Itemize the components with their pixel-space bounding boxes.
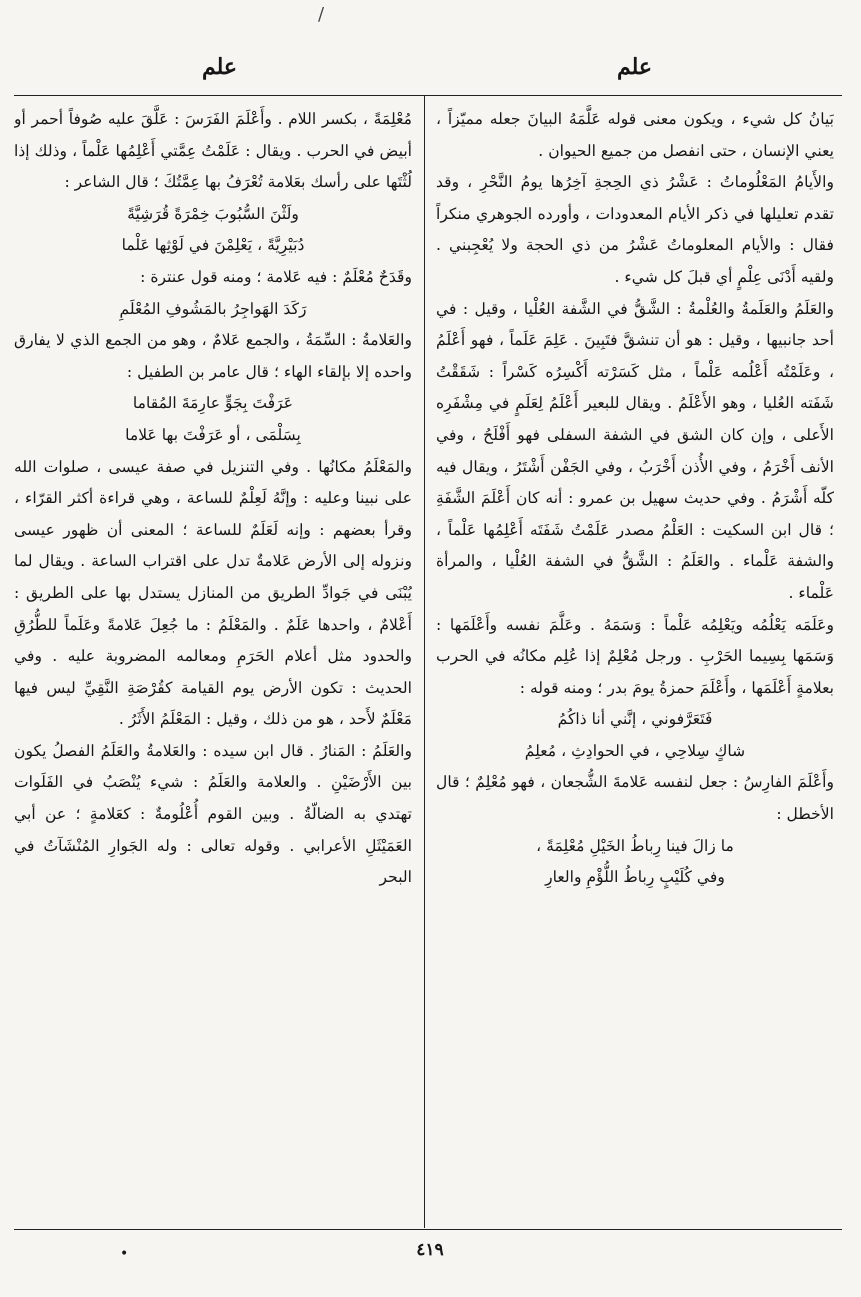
entry-paragraph: والعَلَمُ : المَنارُ . قال ابن سيده : والعَلامةُ والعَلَمُ الفصلُ يكون بين الأَرْضَيْنِ . والعلامة والعَلَمُ : شيء يُنْصَبُ في الفَلَوات تهتدي به الضالّةُ . وبين القوم أُعْلُومةٌ : كعَلامةٍ ؛ عن أبي العَمَيْثَلِ الأعرابي . وقوله تعالى : وله الجَوارِ المُنْشَآتُ في البحر — [14, 741, 412, 887]
top-rule — [14, 95, 842, 96]
entry-paragraph: والعَلامةُ : السِّمَةُ ، والجمع عَلامٌ ، وهو من الجمع الذي لا يفارق واحده إلا بإلقاء الهاء ؛ قال عامر بن الطفيل : — [14, 331, 412, 381]
verse-line: ما زالَ فينا رِباطُ الخَيْلِ مُعْلِمَةً ، — [536, 836, 734, 855]
verse-line: عَرَفْتَ بِجَوٍّ عارِمَةَ المُقاما — [132, 394, 294, 413]
verse-line: دُبَيْرِيَّةً ، يَعْلِمْنَ في لَوْثِها عَلْما — [121, 236, 305, 255]
verse-line: فَتَعَرَّفوني ، إنَّني أنا ذاكُمُ — [557, 710, 713, 729]
verse-line: وفي كُلَيْبٍ رِباطُ اللُّؤْمِ والعارِ — [545, 868, 725, 887]
bottom-rule — [14, 1229, 842, 1230]
header-word-right: علم — [617, 54, 653, 80]
verse-line: رَكَدَ الهَواجِرُ بالمَشُوفِ المُعْلَمِ — [119, 299, 307, 318]
entry-paragraph: والعَلَمُ والعَلَمةُ والعُلْمةُ : الشَّقُّ في الشَّفة العُلْيا ، وقيل : في أحد جانبيها ، وقيل : هو أن تنشقَّ فتَبِينَ . عَلِمَ عَلَماً ، فهو أَعْلَمُ ، وعَلَمْتُه أَعْلُمه عَلْماً ، مثل كَسَرْته أَكْسِرُه كَسْراً : شَقَقْتُ شَفَته العُليا ، وهو الأَعْلَمُ . ويقال للبعير أَعْلَمُ لِعَلَمٍ في مِشْفَرِه الأَعلى ، وإن كان الشق في الشفة السفلى فهو أَفْلَحُ ، وفي الأنف أَخْرَمُ ، وفي الأُذن أَخْرَبُ ، وفي الجَفْن أَشْتَرُ ، ويقال فيه كلّه أَشْرَمُ . وفي حديث سهيل بن عمرو : أنه كان أَعْلَمَ الشَّفَةِ ؛ قال ابن السكيت : العَلْمُ مصدر عَلَمْتُ شَفَتَه أَعْلِمُها عَلْماً ، والشفة عَلْماء . والعَلَمُ : الشَّقُّ في الشفة العُلْيا ، والمرأة عَلْماء . — [436, 299, 834, 602]
header-word-left: علم — [202, 54, 238, 80]
entry-paragraph: وقَدَحٌ مُعْلَمٌ : فيه عَلامة ؛ ومنه قول عنترة : — [140, 267, 412, 286]
verse-line: شاكٍ سِلاحِي ، في الحوادِثِ ، مُعلِمُ — [524, 741, 746, 760]
entry-paragraph: مُعْلِمَةً ، بكسر اللام . وأَعْلَمَ الفَرَسَ : عَلَّقَ عليه صُوفاً أحمر أو أبيض في الحرب . ويقال : عَلَمْتُ عِمَّتي أَعْلِمُها عَلْماً ، وذلك إذا لُثْتَها على رأسك بعَلامة تُعْرَفُ بها عِمَّتُكَ ؛ قال الشاعر : — [14, 110, 412, 192]
entry-paragraph: والأَيامُ المَعْلُوماتُ : عَشْرُ ذي الحِجةِ آخِرُها يومُ النَّحْرِ ، وقد تقدم تعليلها في ذكر الأيام المعدودات ، وأورده الجوهري منكراً فقال : والأيام المعلوماتُ عَشْرُ من ذي الحجة ولا يُعْجِبني . ولقيه أَدْنَى عِلْمٍ أي قبلَ كل شيء . — [436, 173, 834, 286]
entry-paragraph: والمَعْلَمُ مكانُها . وفي التنزيل في صفة عيسى ، صلوات الله على نبينا وعليه : وإنَّهُ لَعِلْمٌ للساعة ، وهي قراءة أكثر القرّاء ، وقرأ بعضهم : وإنه لَعَلَمٌ للساعة ؛ المعنى أن ظهور عيسى ونزوله إلى الأرض عَلامةٌ تدل على اقتراب الساعة . ويقال لما يُبْنَى في جَوادِّ الطريق من المنازل يستدل بها على الطريق : أَعْلامٌ ، واحدها عَلَمٌ . والمَعْلَمُ : ما جُعِلَ عَلامةً وعَلَماً للطُّرُقِ والحدود مثل أعلام الحَرَمِ ومعالمه المضروبة عليه . وفي الحديث : تكون الأرض يوم القيامة كقُرْصَةِ النَّقِيِّ ليس فيها مَعْلَمٌ لأَحد ، هو من ذلك ، وقيل : المَعْلَمُ الأَثَرُ . — [14, 457, 412, 729]
ink-mark: / — [318, 4, 325, 25]
entry-paragraph: بَيانُ كل شيء ، ويكون معنى قوله عَلَّمَهُ البيانَ جعله مميّزاً ، يعني الإنسان ، حتى انفصل من جميع الحيوان . — [436, 110, 834, 160]
page-number: ٤١٩ — [416, 1240, 444, 1260]
verse-line: ولَثْنَ السُّبُوبَ خِمْرَةً قُرَشِيَّةً — [127, 204, 299, 223]
left-column — [14, 104, 412, 1222]
column-divider — [424, 96, 425, 1228]
entry-paragraph: وأَعْلَمَ الفارِسُ : جعل لنفسه عَلامةَ الشُّجعان ، فهو مُعْلِمٌ ؛ قال الأخطل : — [436, 773, 834, 824]
right-column — [436, 104, 834, 1222]
footer-dot: • — [120, 1246, 129, 1262]
verse-line: بِسَلْمَى ، أو عَرَفْتَ بها عَلاما — [125, 425, 301, 444]
entry-paragraph: وعَلَمَه يَعْلُمُه ويَعْلِمُه عَلْماً : وَسَمَهُ . وعَلَّمَ نفسه وأَعْلَمَها : وَسَمَها بِسِيما الحَرْبِ . ورجل مُعْلِمٌ إذا عُلِم مكانُه في الحرب بعلامةٍ أَعْلَمَها ، وأَعْلَمَ حمزةُ يومَ بدر ؛ ومنه قوله : — [436, 615, 834, 697]
